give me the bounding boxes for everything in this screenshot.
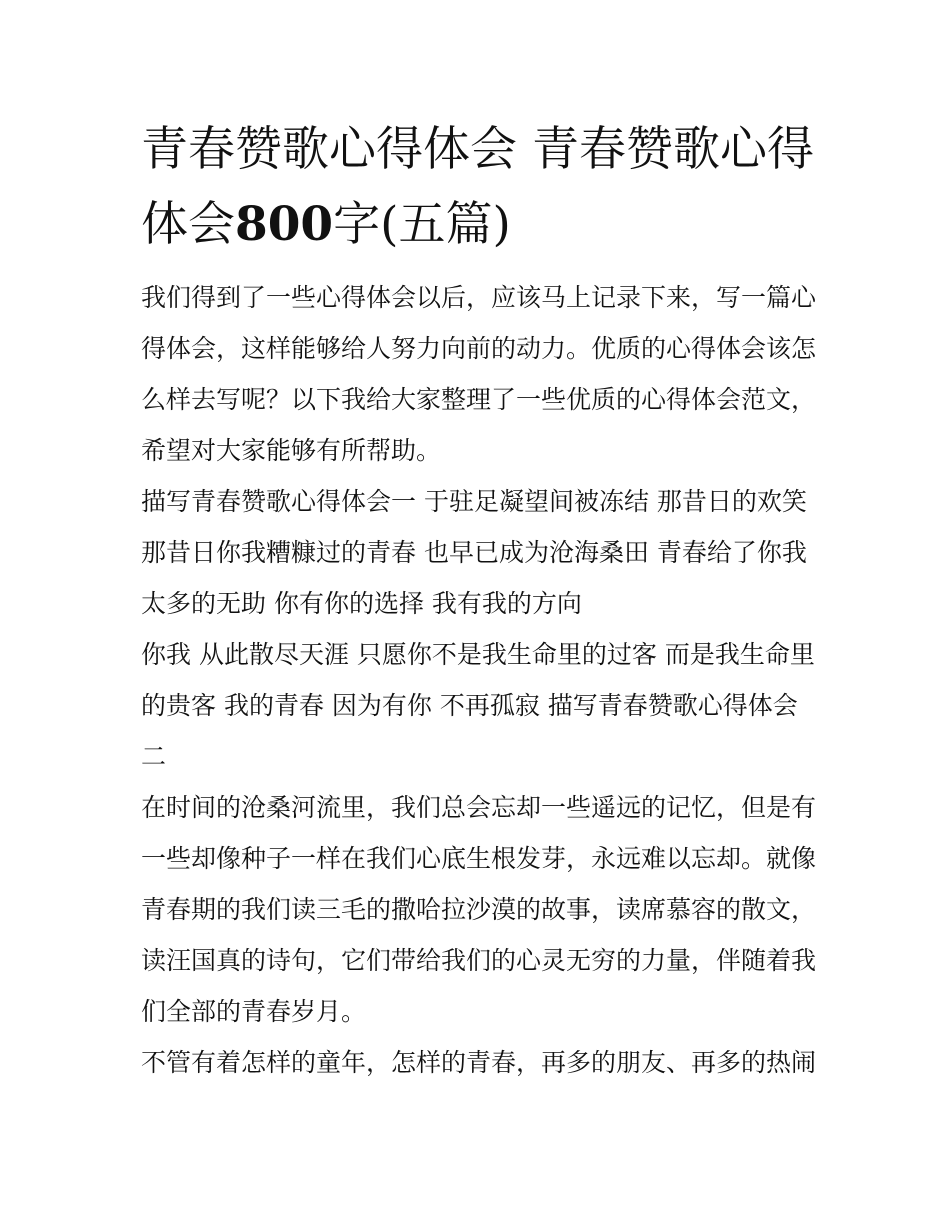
title-text-main: 青春赞歌心得体会 青春赞歌心得体会 bbox=[141, 122, 814, 252]
paragraph-essay-two: 在时间的沧桑河流里，我们总会忘却一些遥远的记忆，但是有一些却像种子一样在我们心底生根发芽，永远难以忘却。就像青春期的我们读三毛的撒哈拉沙漠的故事，读席慕容的散文，读汪国真的诗句，它们带给我们的心灵无穷的力量，伴随着我们全部的青春岁月。 bbox=[141, 793, 817, 1026]
paragraph-intro: 我们得到了一些心得体会以后，应该马上记录下来，写一篇心得体会，这样能够给人努力向前的动力。优质的心得体会该怎么样去写呢？以下我给大家整理了一些优质的心得体会范文，希望对大家能够有所帮助。 bbox=[141, 283, 817, 465]
title-number: 800 bbox=[235, 197, 334, 252]
document-title bbox=[141, 112, 817, 262]
document-body bbox=[141, 272, 817, 1088]
title-text-suffix: 字(五篇) bbox=[333, 197, 511, 252]
paragraph-essay-one: 描写青春赞歌心得体会一 于驻足凝望间被冻结 那昔日的欢笑 那昔日你我糟糠过的青春 也早已成为沧海桑田 青春给了你我太多的无助 你有你的选择 我有我的方向 bbox=[141, 487, 807, 618]
paragraph-essay-two-continued: 不管有着怎样的童年，怎样的青春，再多的朋友、再多的热闹 bbox=[141, 1048, 817, 1077]
paragraph-essay-one-continued: 你我 从此散尽天涯 只愿你不是我生命里的过客 而是我生命里的贵客 我的青春 因为有你 不再孤寂 描写青春赞歌心得体会二 bbox=[141, 640, 815, 771]
document-content bbox=[141, 112, 817, 1088]
